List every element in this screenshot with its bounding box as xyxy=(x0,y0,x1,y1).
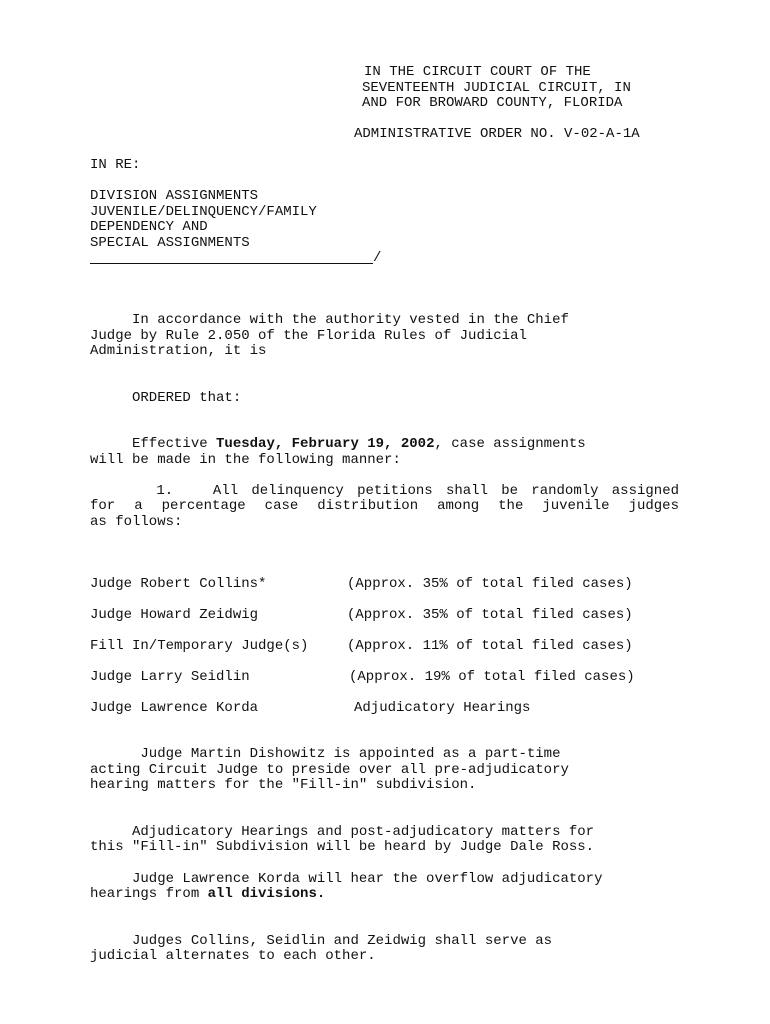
assignment-judge-1: Judge Robert Collins* xyxy=(90,576,267,592)
assignment-judge-3: Fill In/Temporary Judge(s) xyxy=(90,638,309,654)
ross-paragraph-line-1: Adjudicatory Hearings and post-adjudicatory matters for xyxy=(90,824,595,840)
dishowitz-paragraph-line-2: acting Circuit Judge to preside over all pre-adjudicatory xyxy=(90,762,569,778)
in-re-label: IN RE: xyxy=(90,157,141,173)
in-re-line-3: DEPENDENCY AND xyxy=(90,219,208,235)
effective-date-line-2: will be made in the following manner: xyxy=(90,452,401,468)
all-divisions-emphasis: all divisions xyxy=(207,886,317,902)
korda-line-2-prefix: hearings from xyxy=(90,886,208,902)
korda-line-2-suffix: . xyxy=(316,886,326,902)
effective-date-line-1 xyxy=(90,436,586,452)
authority-paragraph-line-3: Administration, it is xyxy=(90,343,267,359)
assignment-judge-2: Judge Howard Zeidwig xyxy=(90,607,259,623)
korda-paragraph-line-2 xyxy=(90,886,325,902)
court-heading-line-2: SEVENTEENTH JUDICIAL CIRCUIT, IN xyxy=(362,80,631,96)
in-re-line-2: JUVENILE/DELINQUENCY/FAMILY xyxy=(90,204,317,220)
effective-prefix: Effective xyxy=(90,436,217,452)
caption-underline xyxy=(90,263,373,264)
assignment-detail-3: (Approx. 11% of total filed cases) xyxy=(347,638,633,654)
korda-paragraph-line-1: Judge Lawrence Korda will hear the overflow adjudicatory xyxy=(90,871,603,887)
ross-paragraph-line-2: this "Fill-in" Subdivision will be heard by Judge Dale Ross. xyxy=(90,839,595,855)
assignment-detail-4: (Approx. 19% of total filed cases) xyxy=(349,669,635,685)
assignment-detail-1: (Approx. 35% of total filed cases) xyxy=(347,576,633,592)
assignment-detail-5: Adjudicatory Hearings xyxy=(354,700,531,716)
administrative-order-number: ADMINISTRATIVE ORDER NO. V-02-A-1A xyxy=(354,126,640,142)
effective-date: Tuesday, February 19, 2002 xyxy=(216,436,435,452)
alternates-paragraph-line-1: Judges Collins, Seidlin and Zeidwig shall serve as xyxy=(90,933,553,949)
item-1-line-2: for a percentage case distribution among the juvenile judges xyxy=(90,498,679,514)
court-heading-line-3: AND FOR BROWARD COUNTY, FLORIDA xyxy=(362,95,623,111)
dishowitz-paragraph-line-1: Judge Martin Dishowitz is appointed as a part-time xyxy=(90,746,561,762)
effective-suffix: , case assignments xyxy=(434,436,586,452)
court-heading-line-1: IN THE CIRCUIT COURT OF THE xyxy=(364,64,591,80)
assignment-judge-5: Judge Lawrence Korda xyxy=(90,700,259,716)
in-re-line-4: SPECIAL ASSIGNMENTS xyxy=(90,235,250,251)
assignment-detail-2: (Approx. 35% of total filed cases) xyxy=(347,607,633,623)
assignment-judge-4: Judge Larry Seidlin xyxy=(90,669,250,685)
item-1-line-1: 1. All delinquency petitions shall be randomly assigned xyxy=(90,483,679,499)
dishowitz-paragraph-line-3: hearing matters for the "Fill-in" subdivision. xyxy=(90,777,477,793)
authority-paragraph-line-1: In accordance with the authority vested in the Chief xyxy=(90,312,569,328)
in-re-line-1: DIVISION ASSIGNMENTS xyxy=(90,188,259,204)
ordered-that-heading: ORDERED that: xyxy=(90,390,242,406)
authority-paragraph-line-2: Judge by Rule 2.050 of the Florida Rules of Judicial xyxy=(90,328,527,344)
item-1-line-3: as follows: xyxy=(90,514,183,530)
caption-underline-slash: / xyxy=(373,250,382,266)
alternates-paragraph-line-2: judicial alternates to each other. xyxy=(90,948,376,964)
